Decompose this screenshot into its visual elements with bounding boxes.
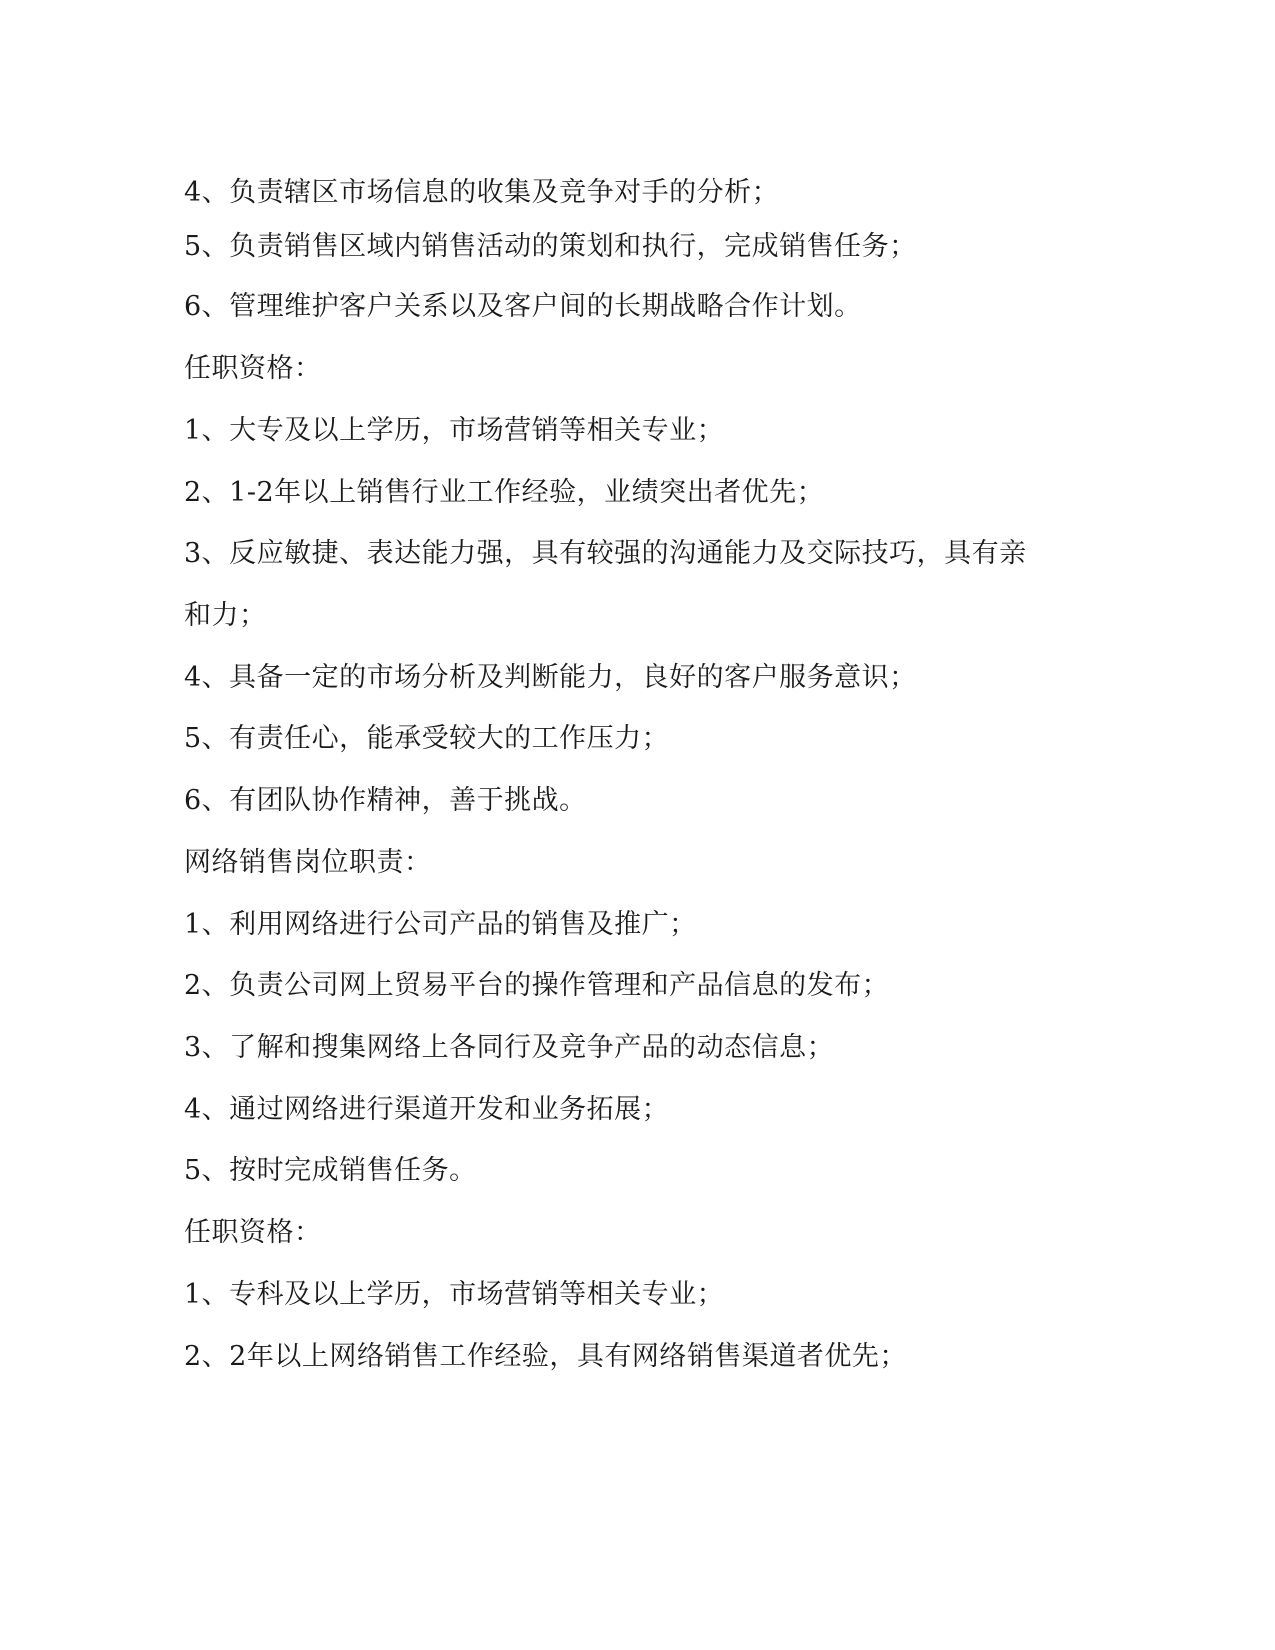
text-line: 5、按时完成销售任务。 — [184, 1155, 477, 1186]
text-line: 3、了解和搜集网络上各同行及竞争产品的动态信息； — [184, 1032, 835, 1063]
section-heading: 任职资格： — [184, 1217, 322, 1248]
section-heading: 任职资格： — [184, 353, 322, 384]
text-line: 4、通过网络进行渠道开发和业务拓展； — [184, 1094, 670, 1125]
text-line: 5、负责销售区域内销售活动的策划和执行，完成销售任务； — [184, 231, 917, 262]
text-line: 1、大专及以上学历，市场营销等相关专业； — [184, 415, 725, 446]
text-line: 6、管理维护客户关系以及客户间的长期战略合作计划。 — [184, 291, 862, 322]
text-line: 1、利用网络进行公司产品的销售及推广； — [184, 909, 697, 940]
text-line: 1、专科及以上学历，市场营销等相关专业； — [184, 1279, 725, 1310]
text-line: 6、有团队协作精神，善于挑战。 — [184, 785, 587, 816]
section-heading: 网络销售岗位职责： — [184, 847, 432, 878]
text-line: 2、1-2年以上销售行业工作经验，业绩突出者优先； — [184, 477, 825, 508]
text-line: 2、负责公司网上贸易平台的操作管理和产品信息的发布； — [184, 970, 890, 1001]
text-line: 4、负责辖区市场信息的收集及竞争对手的分析； — [184, 177, 780, 208]
text-line: 3、反应敏捷、表达能力强，具有较强的沟通能力及交际技巧，具有亲 — [184, 538, 1027, 569]
text-line: 5、有责任心，能承受较大的工作压力； — [184, 723, 670, 754]
text-line: 2、2年以上网络销售工作经验，具有网络销售渠道者优先； — [184, 1341, 907, 1372]
text-line: 4、具备一定的市场分析及判断能力，良好的客户服务意识； — [184, 662, 917, 693]
text-line: 和力； — [184, 600, 267, 631]
